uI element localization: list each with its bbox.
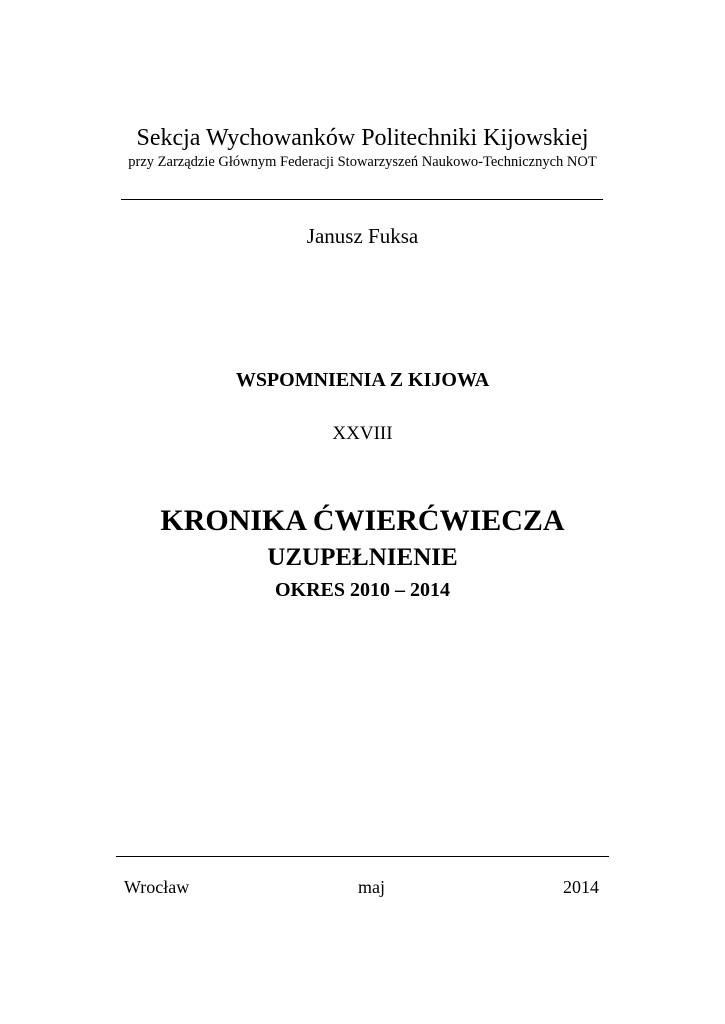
book-period: OKRES 2010 – 2014	[274, 579, 451, 601]
volume-number: XXVIII	[332, 423, 393, 444]
series-title: WSPOMNIENIA Z KIJOWA	[235, 369, 490, 391]
organization-affiliation: przy Zarządzie Głównym Federacji Stowarzyszeń Naukowo-Technicznych NOT	[128, 154, 597, 170]
footer-divider	[116, 856, 609, 857]
header-divider	[121, 199, 603, 200]
book-title: KRONIKA ĆWIERĆWIECZA	[160, 504, 565, 537]
publication-month: maj	[358, 877, 385, 897]
publication-year: 2014	[563, 877, 599, 897]
organization-name: Sekcja Wychowanków Politechniki Kijowskiej	[136, 125, 589, 151]
publication-city: Wrocław	[124, 877, 190, 897]
author-name: Janusz Fuksa	[306, 224, 419, 248]
book-subtitle: UZUPEŁNIENIE	[267, 544, 458, 571]
